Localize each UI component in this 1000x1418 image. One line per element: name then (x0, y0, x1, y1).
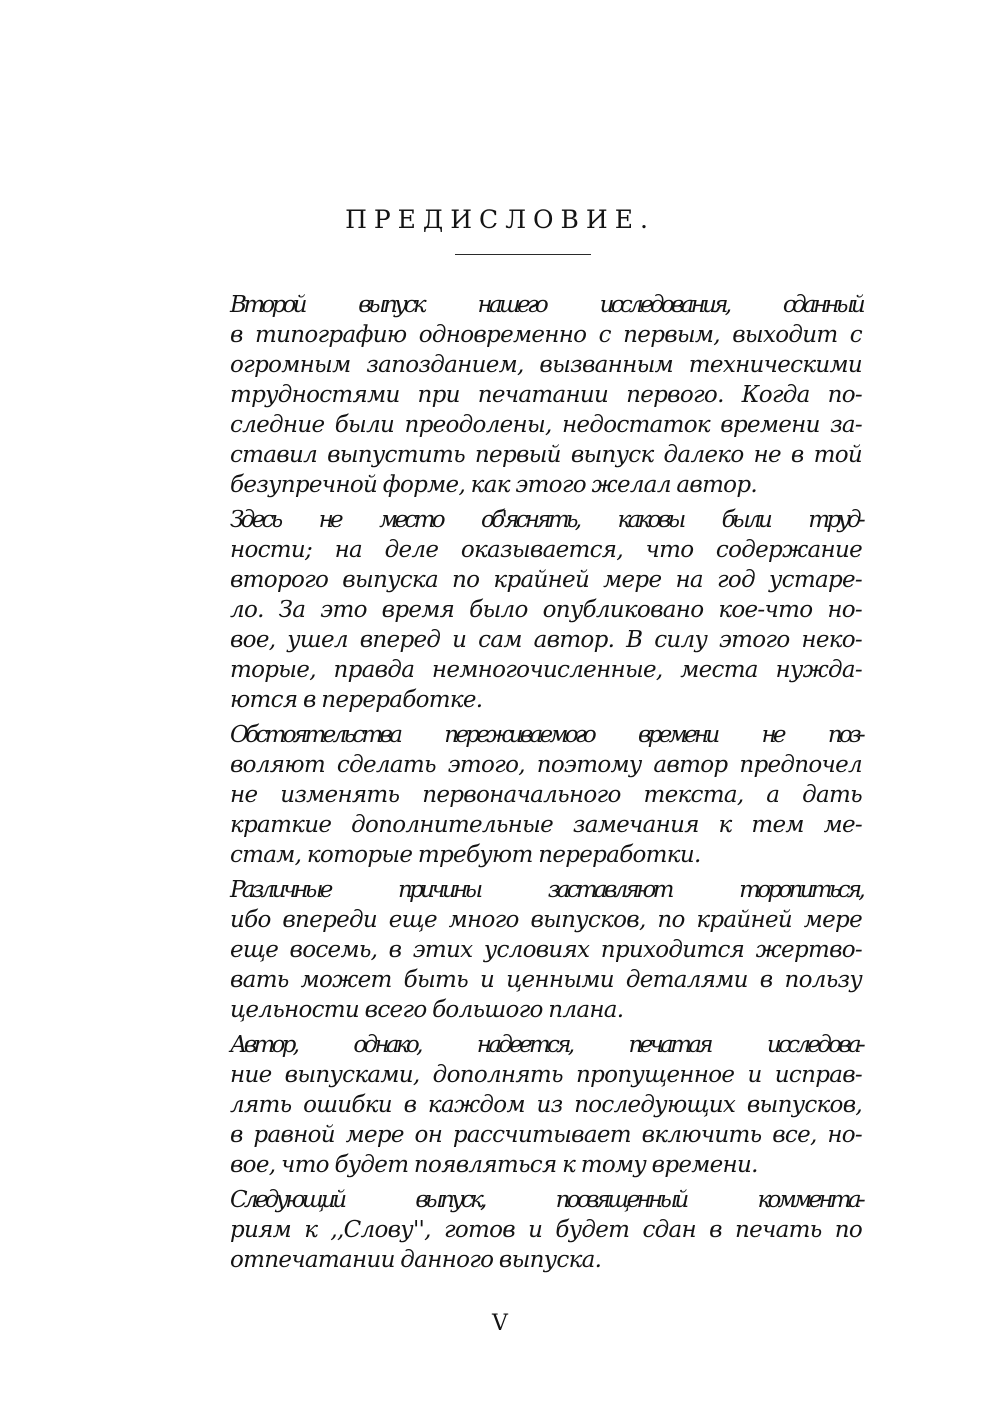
text-line: стам, которые требуют переработки. (230, 842, 701, 868)
page-title: ПРЕДИСЛОВИЕ. (345, 205, 655, 234)
text-line: вое, ушел вперед и сам автор. В силу этого неко- (230, 627, 862, 653)
title-divider (455, 254, 591, 255)
text-line: Обстоятельства переживаемого времени не поз- (230, 722, 862, 748)
text-line: отпечатании данного выпуска. (230, 1247, 602, 1273)
text-line: трудностями при печатании первого. Когда по- (230, 382, 862, 408)
text-line: в типографию одновременно с первым, выходит с (230, 322, 862, 348)
paragraph-4 (186, 875, 862, 1025)
text-line: еще восемь, в этих условиях приходится жертво- (230, 937, 862, 963)
text-line: цельности всего большого плана. (230, 997, 624, 1023)
text-line: ются в переработке. (230, 687, 483, 713)
preface-body (186, 290, 862, 1280)
text-line: не изменять первоначального текста, а дать (230, 782, 862, 808)
text-line: безупречной форме, как этого желал автор. (230, 472, 757, 498)
text-line: огромным запозданием, вызванным техническими (230, 352, 862, 378)
text-line: следние были преодолены, недостаток времени за- (230, 412, 862, 438)
text-line: ности; на деле оказывается, что содержание (230, 537, 862, 563)
text-line: в равной мере он рассчитывает включить все, но- (230, 1122, 862, 1148)
paragraph-3 (186, 720, 862, 870)
text-line: Здесь не место об'яснять, каковы были труд- (230, 507, 862, 533)
text-line: ибо впереди еще много выпусков, по крайней мере (230, 907, 862, 933)
text-line: риям к ,,Слову'', готов и будет сдан в печать по (230, 1217, 862, 1243)
paragraph-1 (186, 290, 862, 500)
text-line: Следующий выпуск, посвященный коммента- (230, 1187, 862, 1213)
text-line: ние выпусками, дополнять пропущенное и исправ- (230, 1062, 862, 1088)
paragraph-2 (186, 505, 862, 715)
text-line: торые, правда немногочисленные, места нужда- (230, 657, 862, 683)
text-line: вое, что будет появляться к тому времени. (230, 1152, 758, 1178)
text-line: вать может быть и ценными деталями в пользу (230, 967, 862, 993)
page-number: V (492, 1311, 508, 1336)
text-line: ставил выпустить первый выпуск далеко не в той (230, 442, 862, 468)
paragraph-6 (186, 1185, 862, 1275)
text-line: Второй выпуск нашего исследования, сданный (230, 292, 862, 318)
text-line: Автор, однако, надеется, печатая исследова- (230, 1032, 862, 1058)
text-line: лять ошибки в каждом из последующих выпусков, (230, 1092, 862, 1118)
text-line: ло. За это время было опубликовано кое-что но- (230, 597, 862, 623)
text-line: Различные причины заставляют торопиться, (230, 877, 862, 903)
text-line: краткие дополнительные замечания к тем ме- (230, 812, 862, 838)
text-line: второго выпуска по крайней мере на год устаре- (230, 567, 862, 593)
text-line: воляют сделать этого, поэтому автор предпочел (230, 752, 862, 778)
paragraph-5 (186, 1030, 862, 1180)
